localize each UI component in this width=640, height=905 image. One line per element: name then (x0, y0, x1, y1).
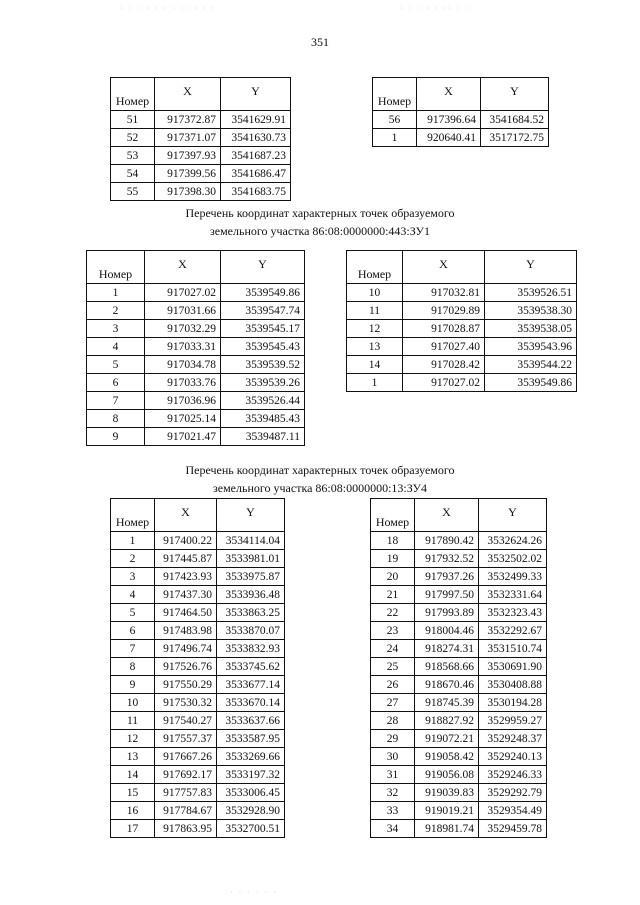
table-row (111, 129, 291, 147)
x-coordinate-cell: 917397.93 (155, 147, 221, 165)
header-x: X (415, 499, 479, 532)
point-number-cell: 2 (87, 302, 145, 320)
coords-table-zu1-left (86, 250, 305, 446)
header-y: Y (485, 251, 577, 284)
x-coordinate-cell: 917993.89 (415, 604, 479, 622)
table-row (111, 802, 285, 820)
x-coordinate-cell: 917932.52 (415, 550, 479, 568)
y-coordinate-cell: 3529240.13 (479, 748, 547, 766)
y-coordinate-cell: 3533637.66 (217, 712, 285, 730)
table-row (87, 356, 305, 374)
point-number-cell: 19 (371, 550, 415, 568)
caption-line: земельного участка 86:08:0000000:13:ЗУ4 (213, 481, 427, 495)
y-coordinate-cell: 3539543.96 (485, 338, 577, 356)
x-coordinate-cell: 917550.29 (155, 676, 217, 694)
header-y: Y (479, 499, 547, 532)
header-number: Номер (111, 78, 155, 111)
header-number: Номер (347, 251, 403, 284)
y-coordinate-cell: 3533745.62 (217, 658, 285, 676)
y-coordinate-cell: 3539539.26 (221, 374, 305, 392)
table-row (87, 374, 305, 392)
table-row (371, 586, 547, 604)
point-number-cell: 18 (371, 532, 415, 550)
coords-table-zu1-right (346, 250, 577, 392)
point-number-cell: 9 (87, 428, 145, 446)
table-row (111, 766, 285, 784)
x-coordinate-cell: 917784.67 (155, 802, 217, 820)
y-coordinate-cell: 3531510.74 (479, 640, 547, 658)
header-x: X (403, 251, 485, 284)
table-row (87, 320, 305, 338)
point-number-cell: 12 (347, 320, 403, 338)
y-coordinate-cell: 3533006.45 (217, 784, 285, 802)
table-row (111, 183, 291, 201)
x-coordinate-cell: 917029.89 (403, 302, 485, 320)
y-coordinate-cell: 3539549.86 (221, 284, 305, 302)
table-row (87, 410, 305, 428)
table-row (371, 820, 547, 838)
point-number-cell: 29 (371, 730, 415, 748)
x-coordinate-cell: 917890.42 (415, 532, 479, 550)
table-row (111, 640, 285, 658)
table-row (111, 676, 285, 694)
y-coordinate-cell: 3539538.05 (485, 320, 577, 338)
x-coordinate-cell: 919019.21 (415, 802, 479, 820)
table-row (111, 165, 291, 183)
table-row (347, 374, 577, 392)
point-number-cell: 10 (347, 284, 403, 302)
y-coordinate-cell: 3533587.95 (217, 730, 285, 748)
header-number: Номер (371, 499, 415, 532)
table-row (111, 586, 285, 604)
y-coordinate-cell: 3541687.23 (221, 147, 291, 165)
point-number-cell: 34 (371, 820, 415, 838)
header-x: X (145, 251, 221, 284)
x-coordinate-cell: 918274.31 (415, 640, 479, 658)
x-coordinate-cell: 917033.76 (145, 374, 221, 392)
y-coordinate-cell: 3533670.14 (217, 694, 285, 712)
point-number-cell: 17 (111, 820, 155, 838)
table-row (371, 802, 547, 820)
y-coordinate-cell: 3541629.91 (221, 111, 291, 129)
caption-zu4 (0, 461, 640, 497)
point-number-cell: 1 (87, 284, 145, 302)
y-coordinate-cell: 3529246.33 (479, 766, 547, 784)
coords-table-zu4-right (370, 498, 547, 838)
table-row (111, 784, 285, 802)
y-coordinate-cell: 3530408.88 (479, 676, 547, 694)
point-number-cell: 4 (87, 338, 145, 356)
header-x: X (155, 499, 217, 532)
x-coordinate-cell: 918568.66 (415, 658, 479, 676)
caption-line: Перечень координат характерных точек образуемого (185, 206, 455, 220)
y-coordinate-cell: 3532502.02 (479, 550, 547, 568)
y-coordinate-cell: 3539485.43 (221, 410, 305, 428)
y-coordinate-cell: 3533269.66 (217, 748, 285, 766)
point-number-cell: 3 (111, 568, 155, 586)
y-coordinate-cell: 3529354.49 (479, 802, 547, 820)
y-coordinate-cell: 3534114.04 (217, 532, 285, 550)
y-coordinate-cell: 3529248.37 (479, 730, 547, 748)
x-coordinate-cell: 917371.07 (155, 129, 221, 147)
table-row (111, 568, 285, 586)
table-row (111, 550, 285, 568)
header-y: Y (481, 78, 549, 111)
table-row (371, 748, 547, 766)
y-coordinate-cell: 3541686.47 (221, 165, 291, 183)
table-row (371, 658, 547, 676)
point-number-cell: 8 (111, 658, 155, 676)
x-coordinate-cell: 917036.96 (145, 392, 221, 410)
table-row (87, 392, 305, 410)
point-number-cell: 54 (111, 165, 155, 183)
point-number-cell: 7 (87, 392, 145, 410)
y-coordinate-cell: 3541683.75 (221, 183, 291, 201)
coords-table-top-right (372, 77, 549, 147)
y-coordinate-cell: 3533981.01 (217, 550, 285, 568)
y-coordinate-cell: 3539547.74 (221, 302, 305, 320)
x-coordinate-cell: 917028.42 (403, 356, 485, 374)
point-number-cell: 16 (111, 802, 155, 820)
x-coordinate-cell: 919056.08 (415, 766, 479, 784)
x-coordinate-cell: 917540.27 (155, 712, 217, 730)
header-number: Номер (111, 499, 155, 532)
point-number-cell: 13 (347, 338, 403, 356)
y-coordinate-cell: 3532928.90 (217, 802, 285, 820)
x-coordinate-cell: 917692.17 (155, 766, 217, 784)
point-number-cell: 15 (111, 784, 155, 802)
x-coordinate-cell: 917530.32 (155, 694, 217, 712)
x-coordinate-cell: 918981.74 (415, 820, 479, 838)
x-coordinate-cell: 917400.22 (155, 532, 217, 550)
y-coordinate-cell: 3539549.86 (485, 374, 577, 392)
point-number-cell: 20 (371, 568, 415, 586)
x-coordinate-cell: 917863.95 (155, 820, 217, 838)
x-coordinate-cell: 918827.92 (415, 712, 479, 730)
x-coordinate-cell: 917667.26 (155, 748, 217, 766)
y-coordinate-cell: 3533832.93 (217, 640, 285, 658)
table-row (111, 658, 285, 676)
table-row (111, 730, 285, 748)
y-coordinate-cell: 3532499.33 (479, 568, 547, 586)
table-row (347, 356, 577, 374)
y-coordinate-cell: 3532624.26 (479, 532, 547, 550)
table-row (373, 111, 549, 129)
x-coordinate-cell: 919072.21 (415, 730, 479, 748)
y-coordinate-cell: 3539545.43 (221, 338, 305, 356)
y-coordinate-cell: 3533677.14 (217, 676, 285, 694)
y-coordinate-cell: 3533197.32 (217, 766, 285, 784)
point-number-cell: 9 (111, 676, 155, 694)
header-number: Номер (373, 78, 417, 111)
point-number-cell: 53 (111, 147, 155, 165)
caption-line: Перечень координат характерных точек образуемого (185, 463, 455, 477)
caption-zu1 (0, 204, 640, 240)
y-coordinate-cell: 3532700.51 (217, 820, 285, 838)
page-number: 351 (311, 35, 329, 49)
x-coordinate-cell: 917021.47 (145, 428, 221, 446)
table-row (371, 604, 547, 622)
x-coordinate-cell: 919039.83 (415, 784, 479, 802)
table-row (371, 694, 547, 712)
y-coordinate-cell: 3539538.30 (485, 302, 577, 320)
table-header-row (111, 78, 291, 111)
x-coordinate-cell: 917027.02 (403, 374, 485, 392)
table-row (111, 712, 285, 730)
point-number-cell: 27 (371, 694, 415, 712)
y-coordinate-cell: 3532323.43 (479, 604, 547, 622)
y-coordinate-cell: 3530691.90 (479, 658, 547, 676)
point-number-cell: 52 (111, 129, 155, 147)
point-number-cell: 6 (87, 374, 145, 392)
point-number-cell: 56 (373, 111, 417, 129)
table-row (87, 302, 305, 320)
table-row (347, 338, 577, 356)
x-coordinate-cell: 917034.78 (145, 356, 221, 374)
y-coordinate-cell: 3529959.27 (479, 712, 547, 730)
table-row (111, 604, 285, 622)
x-coordinate-cell: 917423.93 (155, 568, 217, 586)
point-number-cell: 4 (111, 586, 155, 604)
caption-line: земельного участка 86:08:0000000:443:ЗУ1 (210, 224, 430, 238)
x-coordinate-cell: 917032.29 (145, 320, 221, 338)
x-coordinate-cell: 917757.83 (155, 784, 217, 802)
point-number-cell: 8 (87, 410, 145, 428)
point-number-cell: 10 (111, 694, 155, 712)
x-coordinate-cell: 920640.41 (417, 129, 481, 147)
header-x: X (417, 78, 481, 111)
table-row (371, 712, 547, 730)
table-row (87, 338, 305, 356)
point-number-cell: 30 (371, 748, 415, 766)
x-coordinate-cell: 917025.14 (145, 410, 221, 428)
point-number-cell: 5 (111, 604, 155, 622)
header-x: X (155, 78, 221, 111)
x-coordinate-cell: 918004.46 (415, 622, 479, 640)
scan-artifact: · · · · · ·· · · (400, 4, 470, 13)
table-row (111, 532, 285, 550)
y-coordinate-cell: 3533870.07 (217, 622, 285, 640)
table-header-row (373, 78, 549, 111)
point-number-cell: 25 (371, 658, 415, 676)
coords-table-top-left (110, 77, 291, 201)
point-number-cell: 14 (347, 356, 403, 374)
point-number-cell: 51 (111, 111, 155, 129)
x-coordinate-cell: 919058.42 (415, 748, 479, 766)
point-number-cell: 11 (111, 712, 155, 730)
x-coordinate-cell: 918670.46 (415, 676, 479, 694)
table-row (111, 147, 291, 165)
header-y: Y (217, 499, 285, 532)
table-header-row (87, 251, 305, 284)
x-coordinate-cell: 917483.98 (155, 622, 217, 640)
table-row (111, 111, 291, 129)
table-row (373, 129, 549, 147)
scan-artifact: · · · · · · (230, 888, 278, 897)
x-coordinate-cell: 917398.30 (155, 183, 221, 201)
y-coordinate-cell: 3539539.52 (221, 356, 305, 374)
x-coordinate-cell: 917032.81 (403, 284, 485, 302)
coords-table-zu4-left (110, 498, 285, 838)
point-number-cell: 22 (371, 604, 415, 622)
point-number-cell: 11 (347, 302, 403, 320)
table-row (371, 676, 547, 694)
x-coordinate-cell: 917372.87 (155, 111, 221, 129)
table-row (371, 568, 547, 586)
table-row (371, 730, 547, 748)
header-y: Y (221, 251, 305, 284)
point-number-cell: 32 (371, 784, 415, 802)
point-number-cell: 23 (371, 622, 415, 640)
x-coordinate-cell: 917496.74 (155, 640, 217, 658)
point-number-cell: 28 (371, 712, 415, 730)
x-coordinate-cell: 917526.76 (155, 658, 217, 676)
x-coordinate-cell: 917027.02 (145, 284, 221, 302)
y-coordinate-cell: 3532292.67 (479, 622, 547, 640)
table-header-row (371, 499, 547, 532)
table-row (111, 820, 285, 838)
table-row (111, 748, 285, 766)
x-coordinate-cell: 917033.31 (145, 338, 221, 356)
table-header-row (111, 499, 285, 532)
point-number-cell: 7 (111, 640, 155, 658)
point-number-cell: 6 (111, 622, 155, 640)
y-coordinate-cell: 3529459.78 (479, 820, 547, 838)
point-number-cell: 2 (111, 550, 155, 568)
point-number-cell: 26 (371, 676, 415, 694)
header-number: Номер (87, 251, 145, 284)
y-coordinate-cell: 3539545.17 (221, 320, 305, 338)
y-coordinate-cell: 3539526.44 (221, 392, 305, 410)
x-coordinate-cell: 918745.39 (415, 694, 479, 712)
y-coordinate-cell: 3533975.87 (217, 568, 285, 586)
table-row (371, 622, 547, 640)
point-number-cell: 33 (371, 802, 415, 820)
y-coordinate-cell: 3533863.25 (217, 604, 285, 622)
table-row (371, 532, 547, 550)
y-coordinate-cell: 3539544.22 (485, 356, 577, 374)
y-coordinate-cell: 3529292.79 (479, 784, 547, 802)
point-number-cell: 1 (347, 374, 403, 392)
point-number-cell: 1 (111, 532, 155, 550)
header-y: Y (221, 78, 291, 111)
y-coordinate-cell: 3517172.75 (481, 129, 549, 147)
x-coordinate-cell: 917028.87 (403, 320, 485, 338)
table-row (371, 784, 547, 802)
table-row (111, 622, 285, 640)
table-row (371, 550, 547, 568)
y-coordinate-cell: 3539487.11 (221, 428, 305, 446)
y-coordinate-cell: 3541684.52 (481, 111, 549, 129)
x-coordinate-cell: 917557.37 (155, 730, 217, 748)
table-row (347, 284, 577, 302)
x-coordinate-cell: 917464.50 (155, 604, 217, 622)
table-row (371, 640, 547, 658)
point-number-cell: 21 (371, 586, 415, 604)
y-coordinate-cell: 3532331.64 (479, 586, 547, 604)
table-header-row (347, 251, 577, 284)
point-number-cell: 5 (87, 356, 145, 374)
point-number-cell: 12 (111, 730, 155, 748)
x-coordinate-cell: 917937.26 (415, 568, 479, 586)
point-number-cell: 31 (371, 766, 415, 784)
point-number-cell: 55 (111, 183, 155, 201)
y-coordinate-cell: 3530194.28 (479, 694, 547, 712)
x-coordinate-cell: 917437.30 (155, 586, 217, 604)
point-number-cell: 3 (87, 320, 145, 338)
x-coordinate-cell: 917445.87 (155, 550, 217, 568)
table-row (347, 302, 577, 320)
scan-artifact: · · · · · · · ·· · · · (120, 4, 216, 13)
x-coordinate-cell: 917997.50 (415, 586, 479, 604)
x-coordinate-cell: 917031.66 (145, 302, 221, 320)
y-coordinate-cell: 3539526.51 (485, 284, 577, 302)
table-row (371, 766, 547, 784)
point-number-cell: 13 (111, 748, 155, 766)
x-coordinate-cell: 917399.56 (155, 165, 221, 183)
table-row (87, 284, 305, 302)
x-coordinate-cell: 917027.40 (403, 338, 485, 356)
table-row (87, 428, 305, 446)
point-number-cell: 14 (111, 766, 155, 784)
point-number-cell: 1 (373, 129, 417, 147)
table-row (111, 694, 285, 712)
point-number-cell: 24 (371, 640, 415, 658)
y-coordinate-cell: 3541630.73 (221, 129, 291, 147)
y-coordinate-cell: 3533936.48 (217, 586, 285, 604)
x-coordinate-cell: 917396.64 (417, 111, 481, 129)
table-row (347, 320, 577, 338)
